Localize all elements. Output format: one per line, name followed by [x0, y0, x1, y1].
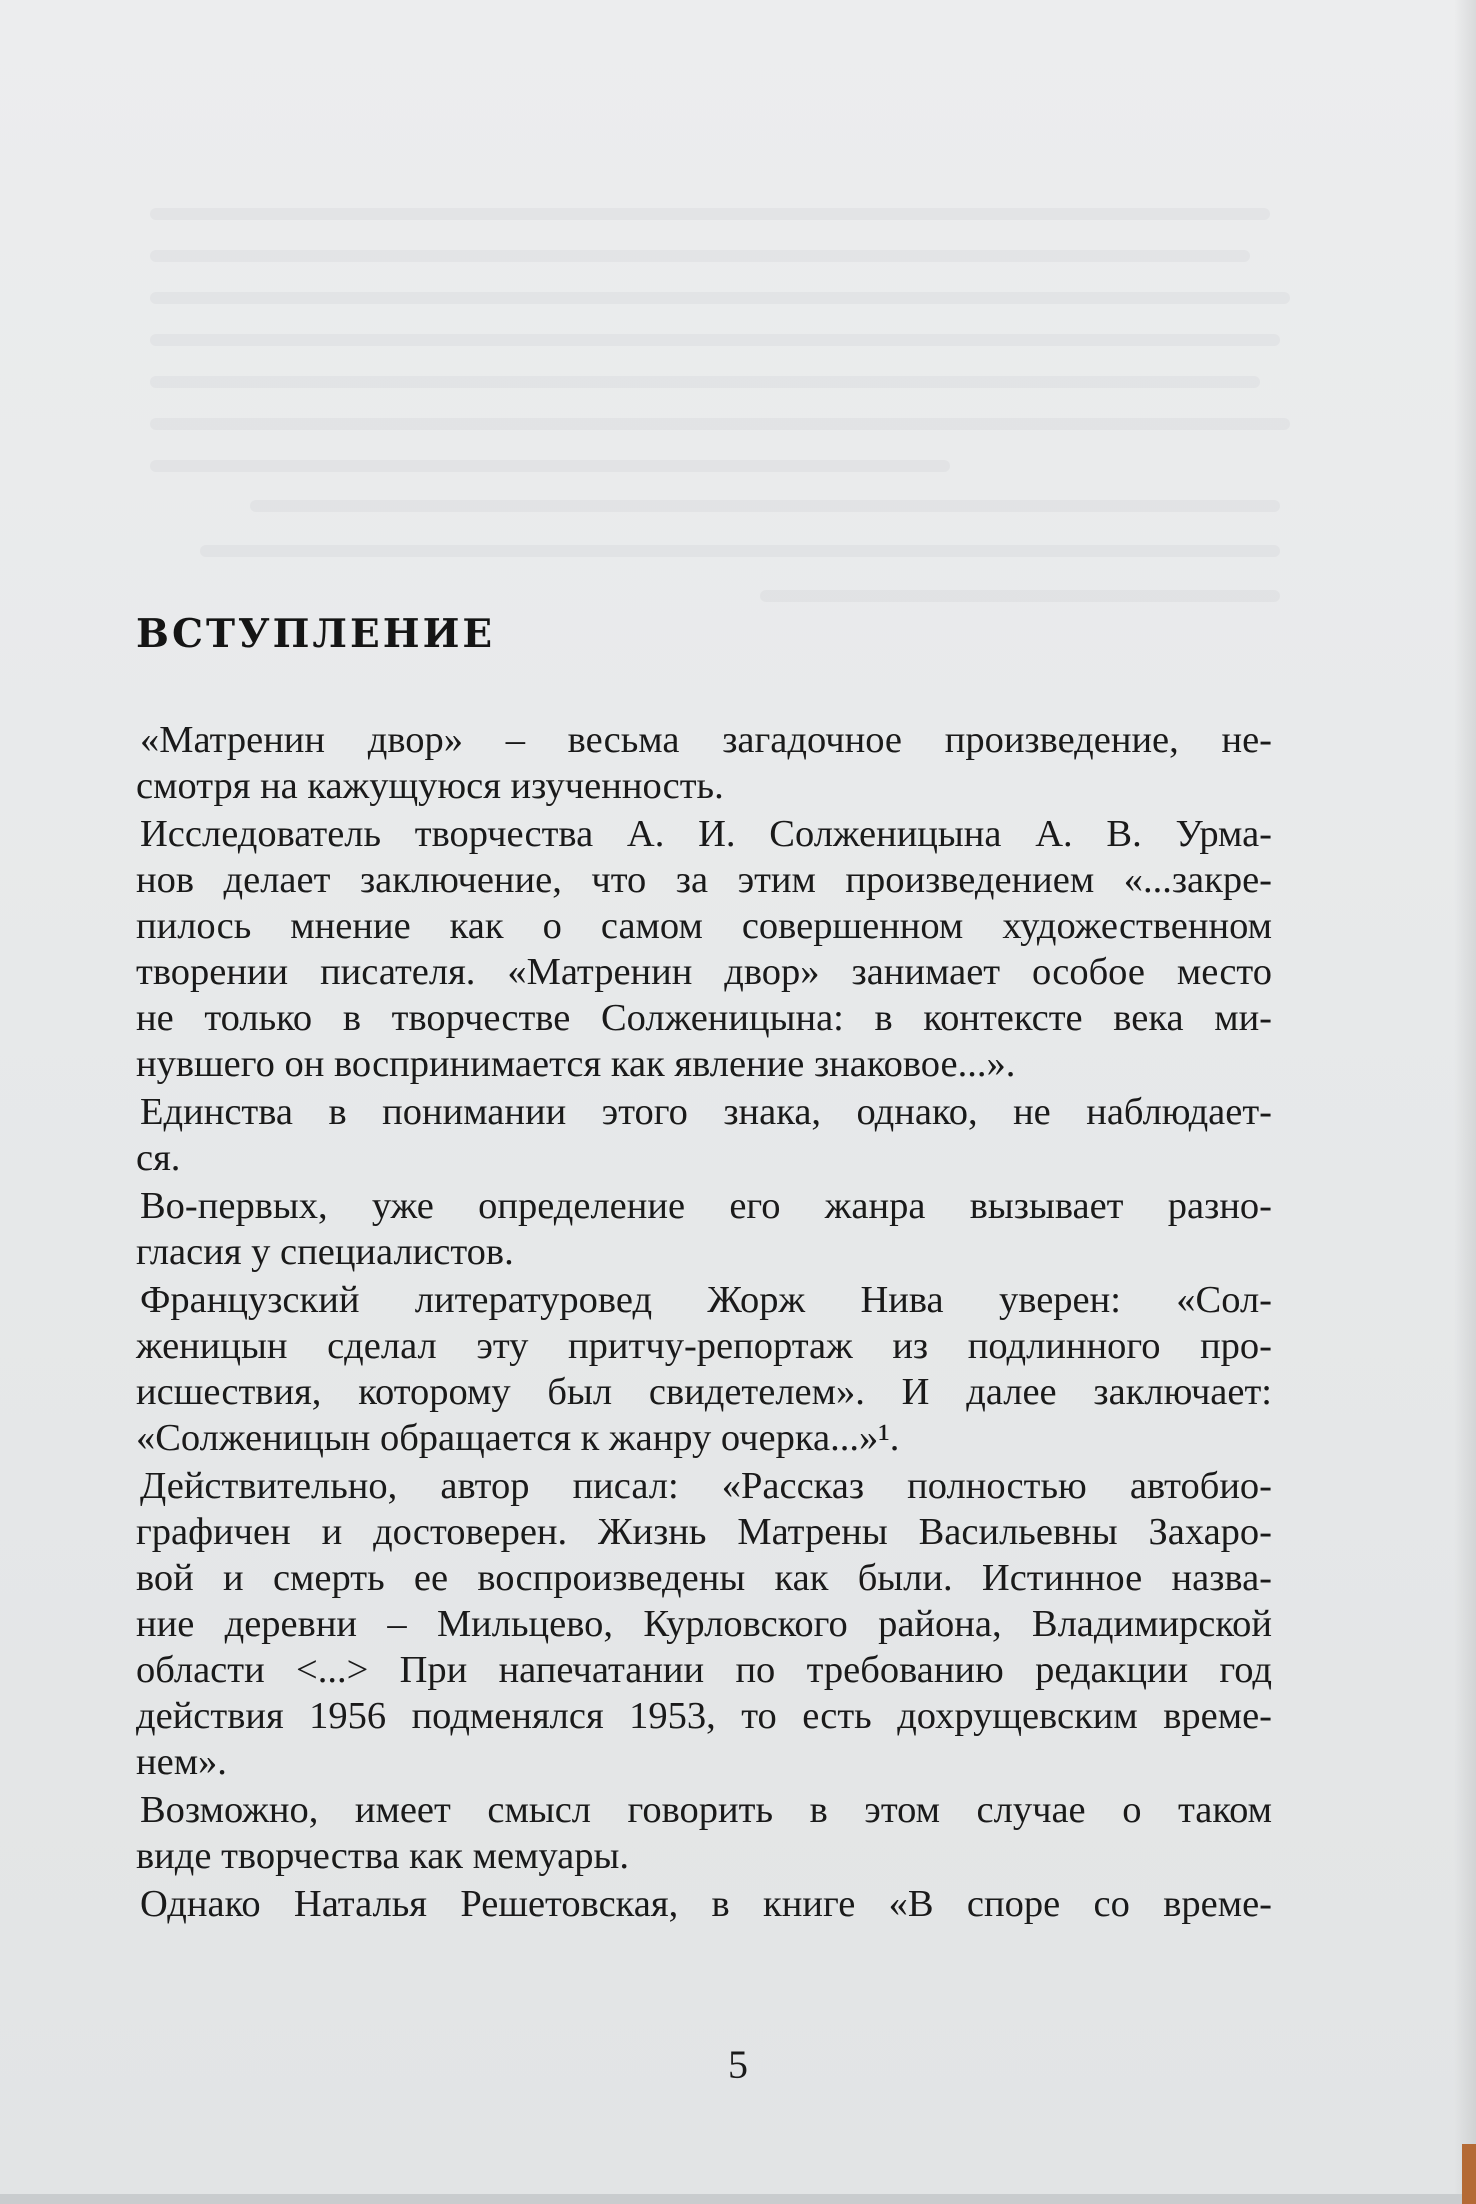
bleed-through-text [150, 208, 1270, 220]
text-line: «Матренин двор» – весьма загадочное произведение, не- [140, 719, 1272, 761]
bleed-through-text [150, 376, 1260, 388]
text-line: Однако Наталья Решетовская, в книге «В споре со време- [140, 1883, 1272, 1925]
bleed-through-text [150, 460, 950, 472]
text-line: ся. [136, 1137, 181, 1179]
text-line: вой и смерть ее воспроизведены как были. Истинное назва- [136, 1557, 1272, 1599]
text-line: нов делает заключение, что за этим произведением «...закре- [136, 859, 1272, 901]
text-line: области <...> При напечатании по требованию редакции год [136, 1649, 1272, 1691]
page-number: 5 [728, 2042, 748, 2087]
text-line: графичен и достоверен. Жизнь Матрены Васильевны Захаро- [136, 1511, 1272, 1553]
text-line: Исследователь творчества А. И. Солженицына А. В. Урма- [140, 813, 1272, 855]
text-line: действия 1956 подменялся 1953, то есть дохрущевским време- [136, 1695, 1272, 1737]
chapter-heading: ВСТУПЛЕНИЕ [136, 611, 496, 657]
text-line: Во-первых, уже определение его жанра вызывает разно- [140, 1185, 1272, 1227]
text-line: «Солженицын обращается к жанру очерка...»¹. [136, 1417, 900, 1459]
text-line: исшествия, которому был свидетелем». И далее заключает: [136, 1371, 1272, 1413]
bleed-through-text [150, 334, 1280, 346]
bleed-through-text [150, 418, 1290, 430]
page-bottom-edge [0, 2194, 1476, 2204]
text-line: виде творчества как мемуары. [136, 1835, 629, 1877]
text-line: творении писателя. «Матренин двор» занимает особое место [136, 951, 1272, 993]
text-line: нувшего он воспринимается как явление знаковое...». [136, 1043, 1016, 1085]
bleed-through-text [150, 250, 1250, 262]
text-line: Возможно, имеет смысл говорить в этом случае о таком [140, 1789, 1272, 1831]
bleed-through-text [200, 545, 1280, 557]
text-line: ние деревни – Мильцево, Курловского района, Владимирской [136, 1603, 1272, 1645]
bleed-through-text [250, 500, 1280, 512]
bleed-through-text [150, 292, 1290, 304]
text-line: гласия у специалистов. [136, 1231, 514, 1273]
text-line: не только в творчестве Солженицына: в контексте века ми- [136, 997, 1272, 1039]
page-shadow [1454, 0, 1476, 2204]
text-line: смотря на кажущуюся изученность. [136, 765, 724, 807]
text-line: Французский литературовед Жорж Нива уверен: «Сол- [140, 1279, 1272, 1321]
text-line: Единства в понимании этого знака, однако, не наблюдает- [140, 1091, 1272, 1133]
text-line: Действительно, автор писал: «Рассказ полностью автобио- [140, 1465, 1272, 1507]
book-cover-edge [1462, 2144, 1476, 2204]
text-line: нем». [136, 1741, 227, 1783]
text-line: женицын сделал эту притчу-репортаж из подлинного про- [136, 1325, 1272, 1367]
text-line: пилось мнение как о самом совершенном художественном [136, 905, 1272, 947]
bleed-through-text [760, 590, 1280, 602]
